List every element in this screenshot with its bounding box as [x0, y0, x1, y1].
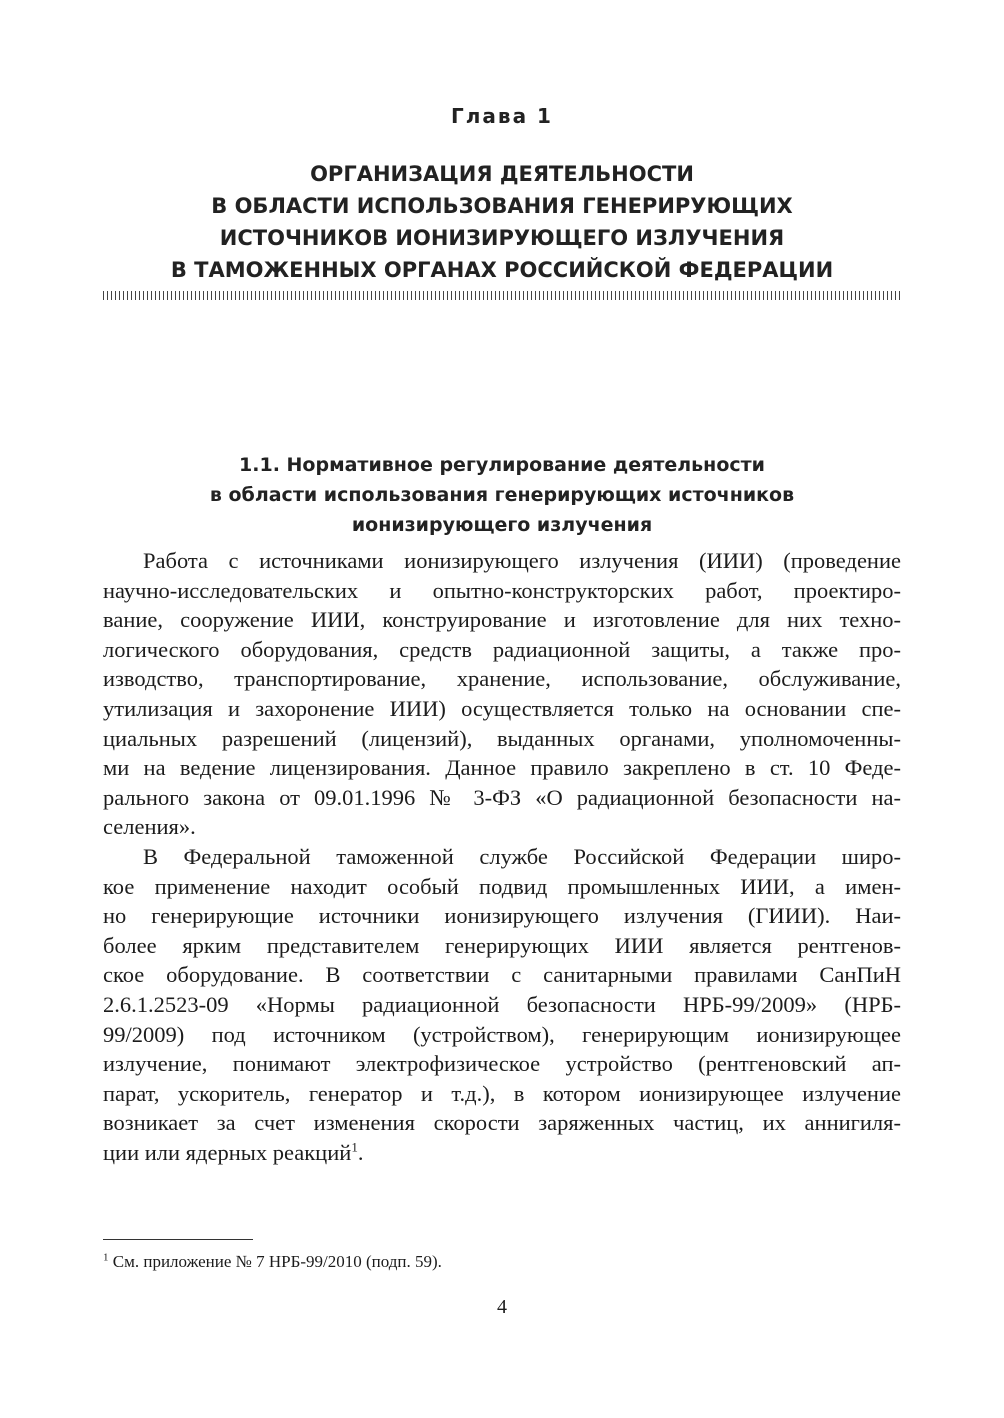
sentence-end: .: [357, 1139, 364, 1165]
text-line: парат, ускоритель, генератор и т.д.), в котором ионизирующее излучение: [103, 1080, 901, 1106]
text-line: ми на ведение лицензирования. Данное правило закреплено в ст. 10 Феде-: [103, 755, 901, 781]
section-title: [80, 450, 924, 540]
text-line: 99/2009) под источником (устройством), генерирующим ионизирующее: [103, 1021, 901, 1047]
paragraph-2: [103, 842, 901, 1168]
text-line: 2.6.1.2523-09 «Нормы радиационной безопасности НРБ-99/2009» (НРБ-: [103, 991, 901, 1017]
text-line: изводство, транспортирование, хранение, использование, обслуживание,: [103, 666, 901, 692]
footnote: [103, 1252, 442, 1272]
chapter-label: Глава 1: [451, 104, 553, 128]
chapter-title: [80, 158, 924, 286]
paragraph-1: [103, 546, 901, 842]
decorative-rule: [103, 291, 901, 300]
text-line: ское оборудование. В соответствии с санитарными правилами СанПиН: [103, 962, 901, 988]
footnote-text: См. приложение № 7 НРБ-99/2010 (подп. 59).: [108, 1252, 442, 1271]
section-title-line: 1.1. Нормативное регулирование деятельности: [239, 454, 765, 476]
chapter-title-line: В ТАМОЖЕННЫХ ОРГАНАХ РОССИЙСКОЙ ФЕДЕРАЦИИ: [170, 258, 834, 282]
chapter-title-line: В ОБЛАСТИ ИСПОЛЬЗОВАНИЯ ГЕНЕРИРУЮЩИХ: [211, 194, 793, 218]
text-line: селения».: [103, 814, 196, 840]
footnote-divider: [103, 1239, 253, 1240]
footnote-marker: 1: [103, 1251, 109, 1264]
text-line: ции или ядерных реакций: [103, 1139, 352, 1165]
text-line: Работа с источниками ионизирующего излучения (ИИИ) (проведение: [143, 548, 901, 573]
text-line: циальных разрешений (лицензий), выданных органами, уполномоченны-: [103, 725, 901, 751]
text-line: вание, сооружение ИИИ, конструирование и изготовление для них техно-: [103, 607, 901, 633]
text-line: излучение, понимают электрофизическое устройство (рентгеновский ап-: [103, 1051, 901, 1077]
text-line: рального закона от 09.01.1996 № 3-ФЗ «О радиационной безопасности на-: [103, 784, 901, 810]
text-line: научно-исследовательских и опытно-конструкторских работ, проектиро-: [103, 577, 901, 603]
chapter-title-line: ИСТОЧНИКОВ ИОНИЗИРУЮЩЕГО ИЗЛУЧЕНИЯ: [219, 226, 785, 250]
page-number: 4: [497, 1296, 507, 1318]
body-text: [103, 546, 901, 1167]
footnote-reference[interactable]: 1: [351, 1139, 358, 1155]
text-line: но генерирующие источники ионизирующего излучения (ГИИИ). Наи-: [103, 903, 901, 929]
chapter-title-line: ОРГАНИЗАЦИЯ ДЕЯТЕЛЬНОСТИ: [310, 162, 694, 186]
text-line: возникает за счет изменения скорости заряженных частиц, их аннигиля-: [103, 1110, 901, 1136]
section-title-line: в области использования генерирующих источников: [209, 484, 795, 506]
text-line: логического оборудования, средств радиационной защиты, а также про-: [103, 636, 901, 662]
text-line: более ярким представителем генерирующих ИИИ является рентгенов-: [103, 932, 901, 958]
text-line-final: [103, 1138, 901, 1168]
text-line: кое применение находит особый подвид промышленных ИИИ, а имен-: [103, 873, 901, 899]
text-line: В Федеральной таможенной службе Российской Федерации широ-: [143, 843, 901, 869]
section-title-line: ионизирующего излучения: [351, 514, 653, 536]
text-line: утилизация и захоронение ИИИ) осуществляется только на основании спе-: [103, 695, 901, 721]
